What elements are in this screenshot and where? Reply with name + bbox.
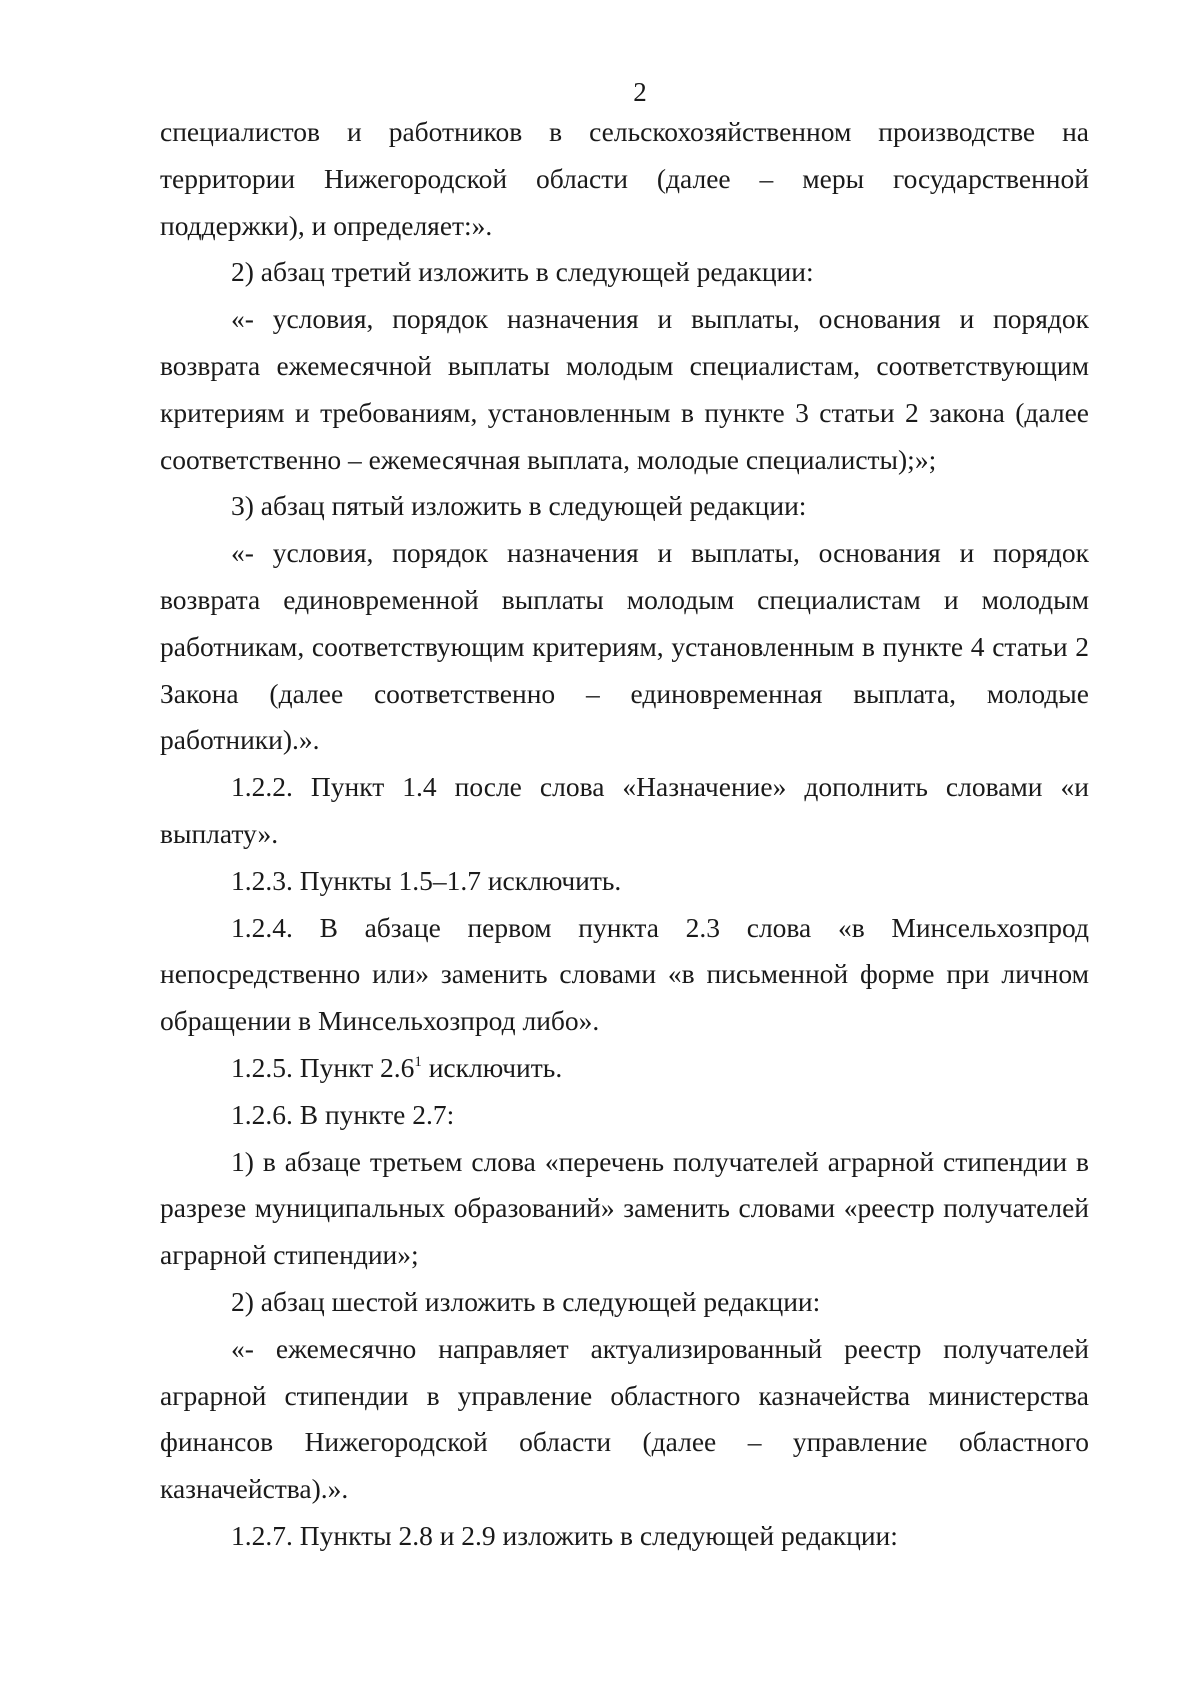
paragraph-1-2-7: 1.2.7. Пункты 2.8 и 2.9 изложить в следующей редакции: [231,1519,898,1551]
paragraph-quote-lump-sum-payment: «- условия, порядок назначения и выплаты, основания и порядок возврата единовременной выплаты молодым специалистам и молодым работникам, соответствующим критериям, установленным в пункте 4 статьи 2 Закона (далее соответственно – единовременная выплата, молодые работники).». [160,537,1089,756]
paragraph-quote-registry: «- ежемесячно направляет актуализированный реестр получателей аграрной стипендии в управление областного казначейства министерства финансов Нижегородской области (далее – управление областного казначейства).». [160,1332,1089,1505]
paragraph-1-2-5 [160,1045,1089,1092]
paragraph-item-3-abzac-pyatiy: 3) абзац пятый изложить в следующей редакции: [231,490,807,522]
superscript-index: 1 [414,1053,422,1070]
paragraph-item-2-abzac-shestoy: 2) абзац шестой изложить в следующей редакции: [231,1285,821,1317]
paragraph-1-2-3: 1.2.3. Пункты 1.5–1.7 исключить. [231,864,622,896]
page-number: 2 [633,77,647,107]
paragraph-continuation: специалистов и работников в сельскохозяйственном производстве на территории Нижегородской области (далее – меры государственной поддержки), и определяет:». [160,116,1089,241]
paragraph-1-2-4: 1.2.4. В абзаце первом пункта 2.3 слова «в Минсельхозпрод непосредственно или» заменить словами «в письменной форме при личном обращении в Минсельхозпрод либо». [160,911,1089,1037]
paragraph-1-2-2: 1.2.2. Пункт 1.4 после слова «Назначение» дополнить словами «и выплату». [160,771,1089,849]
paragraph-item-2-abzac-tretiy: 2) абзац третий изложить в следующей редакции: [231,256,814,288]
paragraph-1-2-6: 1.2.6. В пункте 2.7: [231,1098,455,1130]
paragraph-item-1-abzac-tretiy: 1) в абзаце третьем слова «перечень получателей аграрной стипендии в разрезе муниципальных образований» заменить словами «реестр получателей аграрной стипендии»; [160,1145,1089,1271]
paragraph-quote-monthly-payment: «- условия, порядок назначения и выплаты, основания и порядок возврата ежемесячной выплаты молодым специалистам, соответствующим критериям и требованиям, установленным в пункте 3 статьи 2 закона (далее соответственно – ежемесячная выплата, молодые специалисты);»; [160,303,1089,475]
paragraph-1-2-5-tail: исключить. [421,1051,563,1083]
paragraph-1-2-5-text: 1.2.5. Пункт 2.6 [231,1051,415,1083]
document-body [160,109,1089,1560]
